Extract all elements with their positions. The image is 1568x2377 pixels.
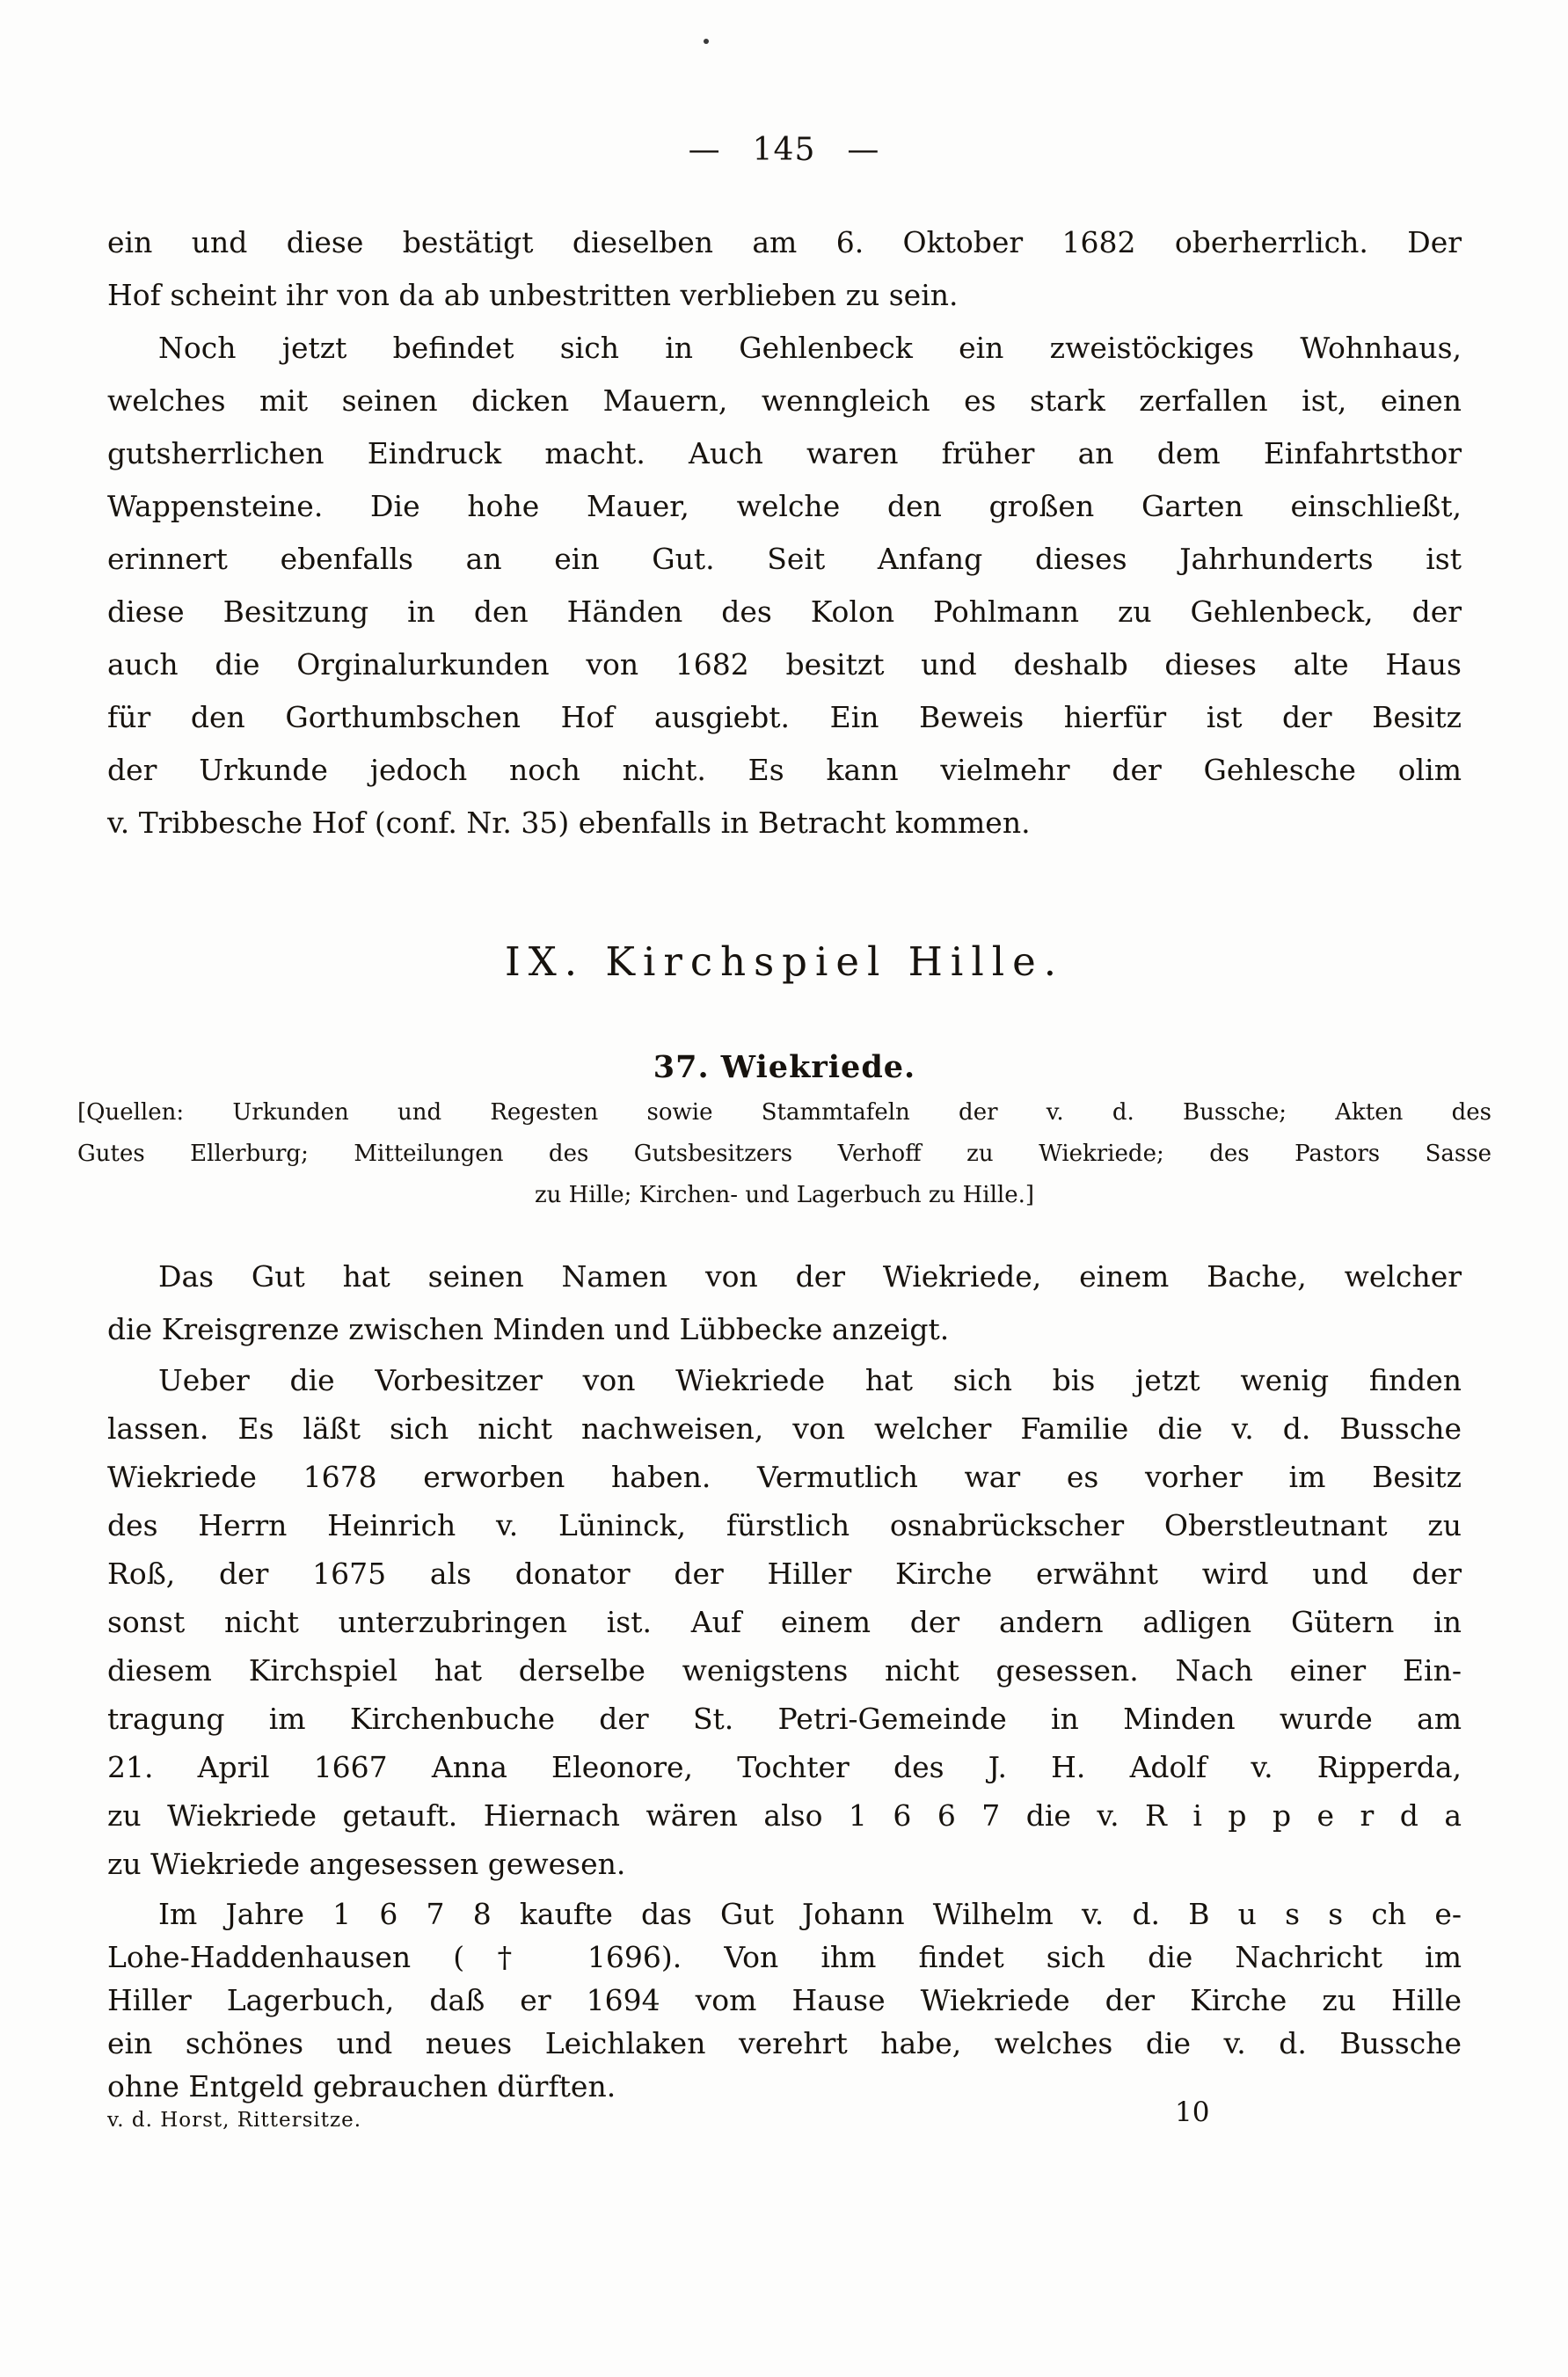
text-line: Das Gut hat seinen Namen von der Wiekriede, einem Bache, welcher [158,1259,1462,1294]
text-line: zu Wiekriede angesessen gewesen. [107,1847,626,1881]
text-line: Im Jahre 1 6 7 8 kaufte das Gut Johann Wilhelm v. d. B u s s ch e- [158,1897,1462,1931]
text-line: diese Besitzung in den Händen des Kolon Pohlmann zu Gehlenbeck, der [107,594,1462,629]
text-line: welches mit seinen dicken Mauern, wenngleich es stark zerfallen ist, einen [107,383,1462,418]
text-line: Roß, der 1675 als donator der Hiller Kirche erwähnt wird und der [107,1557,1462,1591]
text-line: zu Wiekriede getauft. Hiernach wären also 1 6 6 7 die v. R i p p e r d a [107,1798,1462,1833]
text-line: 21. April 1667 Anna Eleonore, Tochter des J. H. Adolf v. Ripperda, [107,1750,1462,1784]
chapter-heading: IX. Kirchspiel Hille. [504,938,1065,986]
text-line: die Kreisgrenze zwischen Minden und Lübbecke anzeigt. [107,1312,950,1346]
text-line: der Urkunde jedoch noch nicht. Es kann vielmehr der Gehlesche olim [107,753,1462,787]
text-line: erinnert ebenfalls an ein Gut. Seit Anfang dieses Jahrhunderts ist [107,542,1462,576]
footer-signature-label: v. d. Horst, Rittersitze. [107,2109,362,2132]
text-line: tragung im Kirchenbuche der St. Petri-Gemeinde in Minden wurde am [107,1702,1462,1736]
text-line: ein schönes und neues Leichlaken verehrt habe, welches die v. d. Bussche [107,2026,1462,2060]
text-line: gutsherrlichen Eindruck macht. Auch waren früher an dem Einfahrtsthor [107,436,1462,470]
text-line: Lohe-Haddenhausen († 1696). Von ihm findet sich die Nachricht im [107,1940,1462,1974]
text-line: ein und diese bestätigt dieselben am 6. Oktober 1682 oberherrlich. Der [107,225,1462,259]
header-left-dash: — [688,132,721,168]
paragraph-continuation [107,216,1462,322]
page-number: 145 [752,132,816,168]
text-line: Hof scheint ihr von da ab unbestritten verblieben zu sein. [107,278,959,312]
text-line: Wiekriede 1678 erworben haben. Vermutlich war es vorher im Besitz [107,1460,1462,1494]
text-line: Gutes Ellerburg; Mitteilungen des Gutsbesitzers Verhoff zu Wiekriede; des Pastors Sasse [77,1141,1491,1167]
paragraph-name-origin [107,1250,1462,1356]
text-line: diesem Kirchspiel hat derselbe wenigstens nicht gesessen. Nach einer Ein- [107,1653,1462,1688]
text-line: für den Gorthumbschen Hof ausgiebt. Ein Beweis hierfür ist der Besitz [107,700,1462,734]
text-line: ohne Entgeld gebrauchen dürften. [107,2069,616,2104]
footer-sheet-number: 10 [1175,2096,1210,2128]
scan-artifact-dot [704,39,709,44]
paragraph-previous-owners [107,1356,1462,1888]
text-line: Noch jetzt befindet sich in Gehlenbeck ein zweistöckiges Wohnhaus, [158,331,1462,365]
text-line: lassen. Es läßt sich nicht nachweisen, von welcher Familie die v. d. Bussche [107,1411,1462,1446]
header-right-dash: — [847,132,880,168]
text-line: Hiller Lagerbuch, daß er 1694 vom Hause Wiekriede der Kirche zu Hille [107,1983,1462,2017]
text-line: Wappensteine. Die hohe Mauer, welche den großen Garten einschließt, [107,489,1462,523]
text-line: sonst nicht unterzubringen ist. Auf einem der andern adligen Gütern in [107,1605,1462,1639]
sources-note [77,1092,1491,1216]
text-line: Ueber die Vorbesitzer von Wiekriede hat sich bis jetzt wenig finden [158,1363,1462,1397]
text-line: v. Tribbesche Hof (conf. Nr. 35) ebenfalls in Betracht kommen. [107,806,1031,840]
paragraph-gehlenbeck-house [107,322,1462,849]
entry-heading: 37. Wiekriede. [653,1049,916,1085]
page-number-header [0,132,1568,168]
text-line: auch die Orginalurkunden von 1682 besitzt und deshalb dieses alte Haus [107,647,1462,682]
text-line: des Herrn Heinrich v. Lüninck, fürstlich osnabrückscher Oberstleutnant zu [107,1508,1462,1542]
text-line: zu Hille; Kirchen- und Lagerbuch zu Hille.] [534,1182,1035,1208]
text-line: [Quellen: Urkunden und Regesten sowie Stammtafeln der v. d. Bussche; Akten des [77,1099,1491,1126]
paragraph-purchase-1678 [107,1892,1462,2108]
